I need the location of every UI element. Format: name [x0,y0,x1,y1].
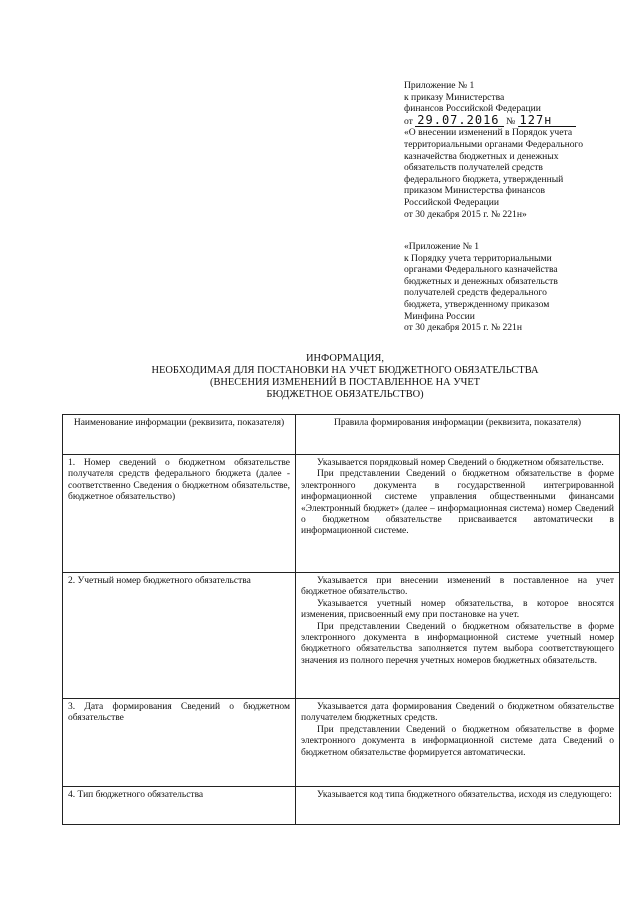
appendix-line: от 30 декабря 2015 г. № 221н [404,322,522,334]
table-row [63,573,620,699]
appendix-line: приказом Министерства финансов [404,185,546,197]
number-prefix: № [505,115,516,127]
rule-paragraph: При представлении Сведений о бюджетном обязательстве в форме электронного документа в информационной системе учетный номер бюджетного обязательства заполняется путем выбора соответствующего значения из полного перечня учетных номеров бюджетных обязательств. [301,621,614,666]
appendix-line: казначейства бюджетных и денежных [404,150,559,162]
rule-paragraph: Указывается учетный номер обязательства, в которое вносятся изменения, присвоенный ему при постановке на учет. [301,598,614,621]
heading-line: ИНФОРМАЦИЯ, [306,353,384,364]
appendix-line: органами Федерального казначейства [404,264,558,276]
heading-line: БЮДЖЕТНОЕ ОБЯЗАТЕЛЬСТВО) [266,389,424,400]
rule-paragraph: Указывается код типа бюджетного обязательства, исходя из следующего: [317,790,612,800]
rule-paragraph: Указывается порядковый номер Сведений о бюджетном обязательстве. [317,458,604,468]
table-header-row [63,415,620,455]
heading-line: (ВНЕСЕНИЯ ИЗМЕНЕНИЙ В ПОСТАВЛЕННОЕ НА УЧЕТ [209,377,481,388]
document-heading [140,353,550,401]
header-cell-rules: Правила формирования информации (реквизита, показателя) [296,415,620,455]
appendix-line: финансов Российской Федерации [404,103,541,115]
appendix-line: бюджетных и денежных обязательств [404,275,558,287]
appendix-line: Минфина России [404,310,475,322]
appendix-line: обязательств получателей средств [404,162,543,174]
appendix-line: к Порядку учета территориальными [404,252,552,264]
rule-paragraph: Указывается дата формирования Сведений о бюджетном обязательстве получателем бюджетных средств. [301,702,614,724]
information-table [62,414,620,825]
row-rules-cell [296,787,620,825]
row-rules-cell [296,455,620,573]
appendix-line: Российской Федерации [404,196,499,208]
table-row [63,787,620,825]
handwritten-number: 127н [518,115,577,128]
handwritten-date: 29.07.2016 [415,115,503,128]
row-name-cell: 4. Тип бюджетного обязательства [63,787,296,825]
row-rules-cell [296,573,620,699]
heading-line: НЕОБХОДИМАЯ ДЛЯ ПОСТАНОВКИ НА УЧЕТ БЮДЖЕТНОГО ОБЯЗАТЕЛЬСТВА [151,365,539,376]
appendix-procedure-block [404,241,610,334]
table-row [63,455,620,573]
appendix-line: к приказу Министерства [404,91,505,103]
rule-paragraph: При представлении Сведений о бюджетном обязательстве в форме электронного документа в информационной системе дата Сведений о бюджетном обязательстве формируется автоматически. [301,724,614,758]
appendix-line: получателей средств федерального [404,287,547,299]
appendix-line: от 30 декабря 2015 г. № 221н» [404,208,527,220]
row-name-cell: 3. Дата формирования Сведений о бюджетном обязательстве [63,699,296,787]
rule-paragraph: Указывается при внесении изменений в поставленное на учет бюджетное обязательство. [301,576,614,598]
appendix-line: бюджета, утвержденному приказом [404,298,550,310]
row-rules-cell [296,699,620,787]
appendix-line: территориальными органами Федерального [404,138,584,150]
table-row [63,699,620,787]
row-name-cell: 1. Номер сведений о бюджетном обязательстве получателя средств федерального бюджета (далее - соответственно Сведения о бюджетном обязательстве, бюджетное обязательство) [63,455,296,573]
row-name-cell: 2. Учетный номер бюджетного обязательства [63,573,296,699]
appendix-line: «О внесении изменений в Порядок учета [404,127,573,139]
appendix-order-block [404,80,610,220]
appendix-line: Приложение № 1 [404,80,475,91]
date-prefix: от [404,115,413,127]
header-cell-name: Наименование информации (реквизита, показателя) [63,415,296,455]
order-date-line [404,112,610,128]
rule-paragraph: При представлении Сведений о бюджетном обязательстве в форме электронного документа в государственной интегрированной информационной системе управления общественными финансами «Электронный бюджет» (далее – информационная система) номер Сведений о бюджетном обязательстве присваивается автоматически в информационной системе. [301,469,614,537]
appendix-line: федерального бюджета, утвержденный [404,173,564,185]
appendix-line: «Приложение № 1 [404,241,480,252]
